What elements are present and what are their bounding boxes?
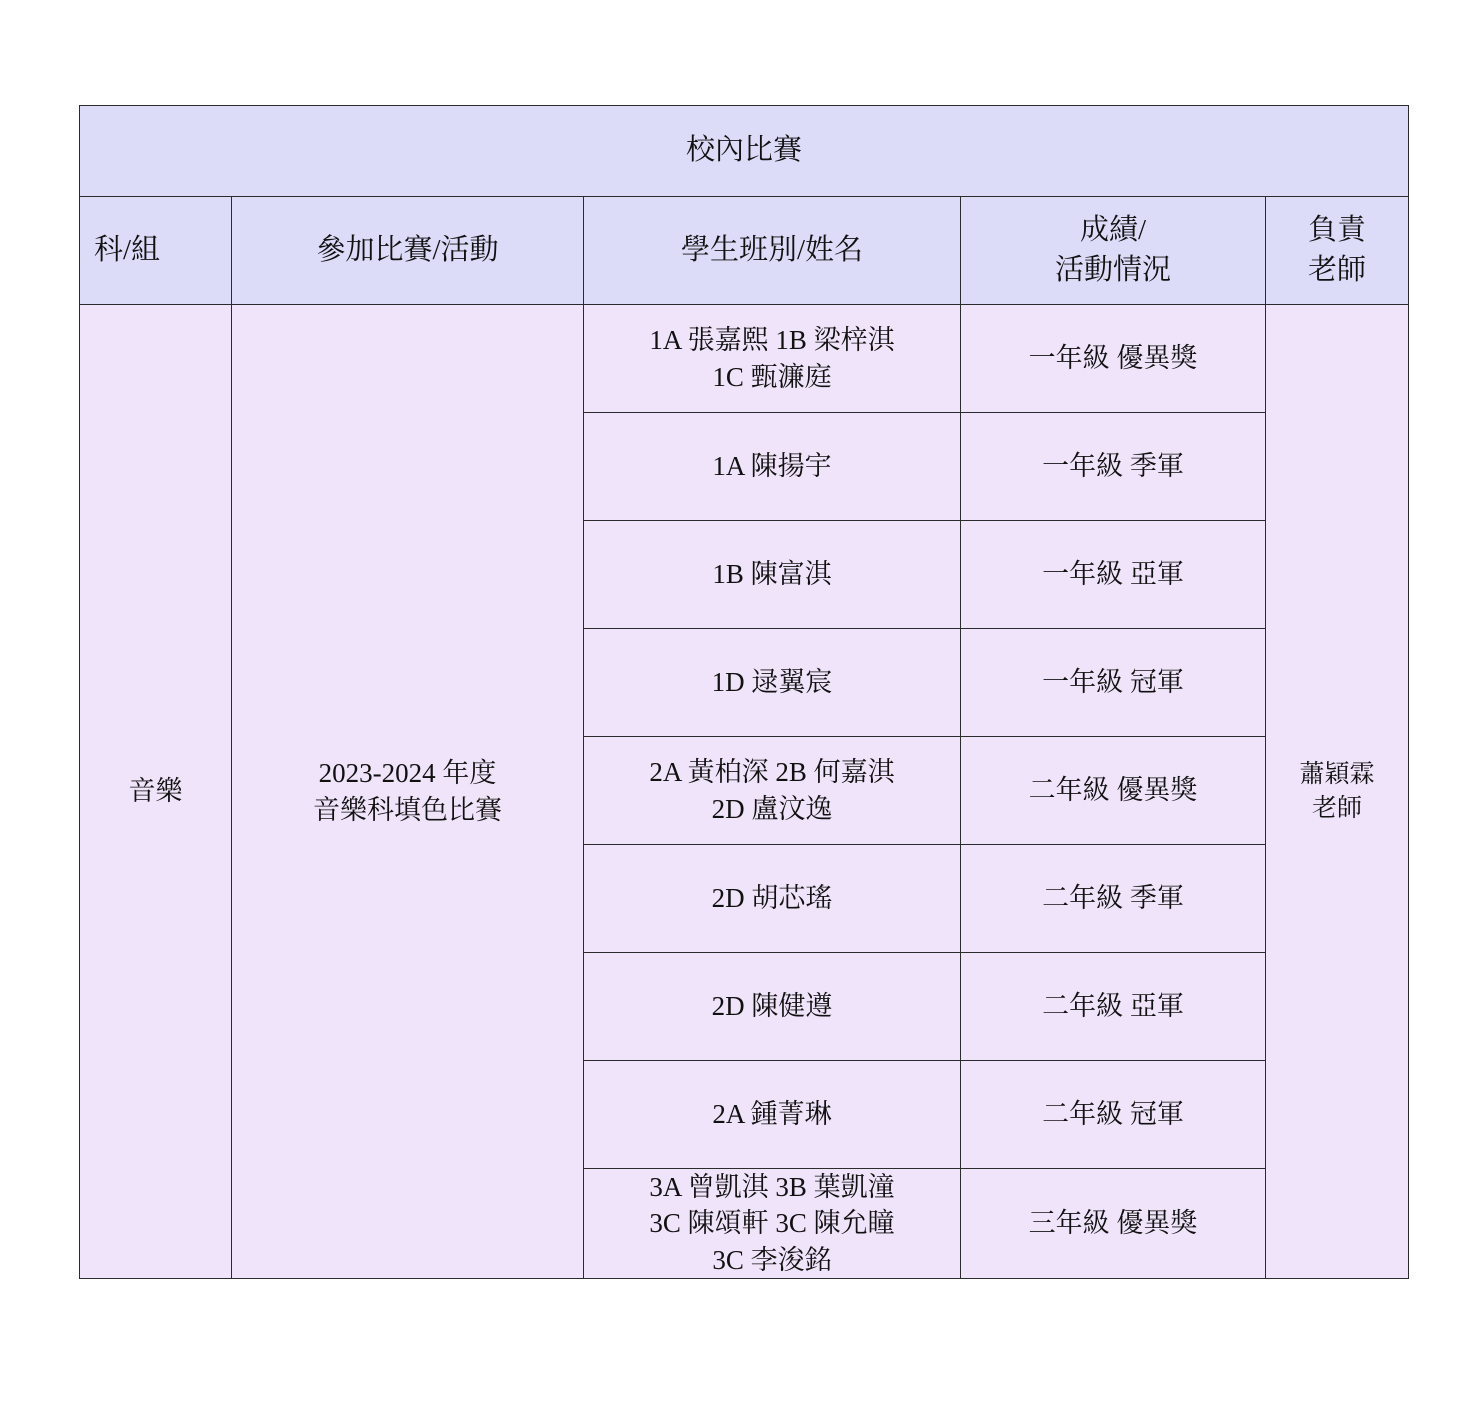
- result-cell: 二年級 冠軍: [961, 1061, 1266, 1169]
- competition-cell: 2023-2024 年度 音樂科填色比賽: [232, 305, 584, 1279]
- students-cell: 1A 張嘉熙 1B 梁梓淇 1C 甄濂庭: [584, 305, 961, 413]
- result-cell: 三年級 優異獎: [961, 1169, 1266, 1279]
- students-cell: 1A 陳揚宇: [584, 413, 961, 521]
- header-row: [80, 197, 1409, 305]
- table-row: [80, 305, 1409, 413]
- table-title-row: [80, 106, 1409, 197]
- result-cell: 一年級 優異獎: [961, 305, 1266, 413]
- students-cell: 3A 曾凱淇 3B 葉凱潼 3C 陳頌軒 3C 陳允瞳 3C 李浚銘: [584, 1169, 961, 1279]
- header-teacher: 負責 老師: [1266, 197, 1409, 305]
- header-students: 學生班別/姓名: [584, 197, 961, 305]
- awards-table: [79, 105, 1409, 1279]
- students-cell: 2A 黃柏深 2B 何嘉淇 2D 盧汶逸: [584, 737, 961, 845]
- table-title: 校內比賽: [80, 106, 1409, 197]
- students-cell: 2D 胡芯瑤: [584, 845, 961, 953]
- students-cell: 2A 鍾菁琳: [584, 1061, 961, 1169]
- result-cell: 一年級 亞軍: [961, 521, 1266, 629]
- result-cell: 二年級 季軍: [961, 845, 1266, 953]
- result-cell: 一年級 冠軍: [961, 629, 1266, 737]
- header-result: 成績/ 活動情況: [961, 197, 1266, 305]
- students-cell: 2D 陳健遵: [584, 953, 961, 1061]
- result-cell: 二年級 優異獎: [961, 737, 1266, 845]
- header-subject: 科/組: [80, 197, 232, 305]
- students-cell: 1B 陳富淇: [584, 521, 961, 629]
- result-cell: 一年級 季軍: [961, 413, 1266, 521]
- subject-cell: 音樂: [80, 305, 232, 1279]
- header-competition: 參加比賽/活動: [232, 197, 584, 305]
- teacher-cell: 蕭穎霖 老師: [1266, 305, 1409, 1279]
- result-cell: 二年級 亞軍: [961, 953, 1266, 1061]
- students-cell: 1D 逯翼宸: [584, 629, 961, 737]
